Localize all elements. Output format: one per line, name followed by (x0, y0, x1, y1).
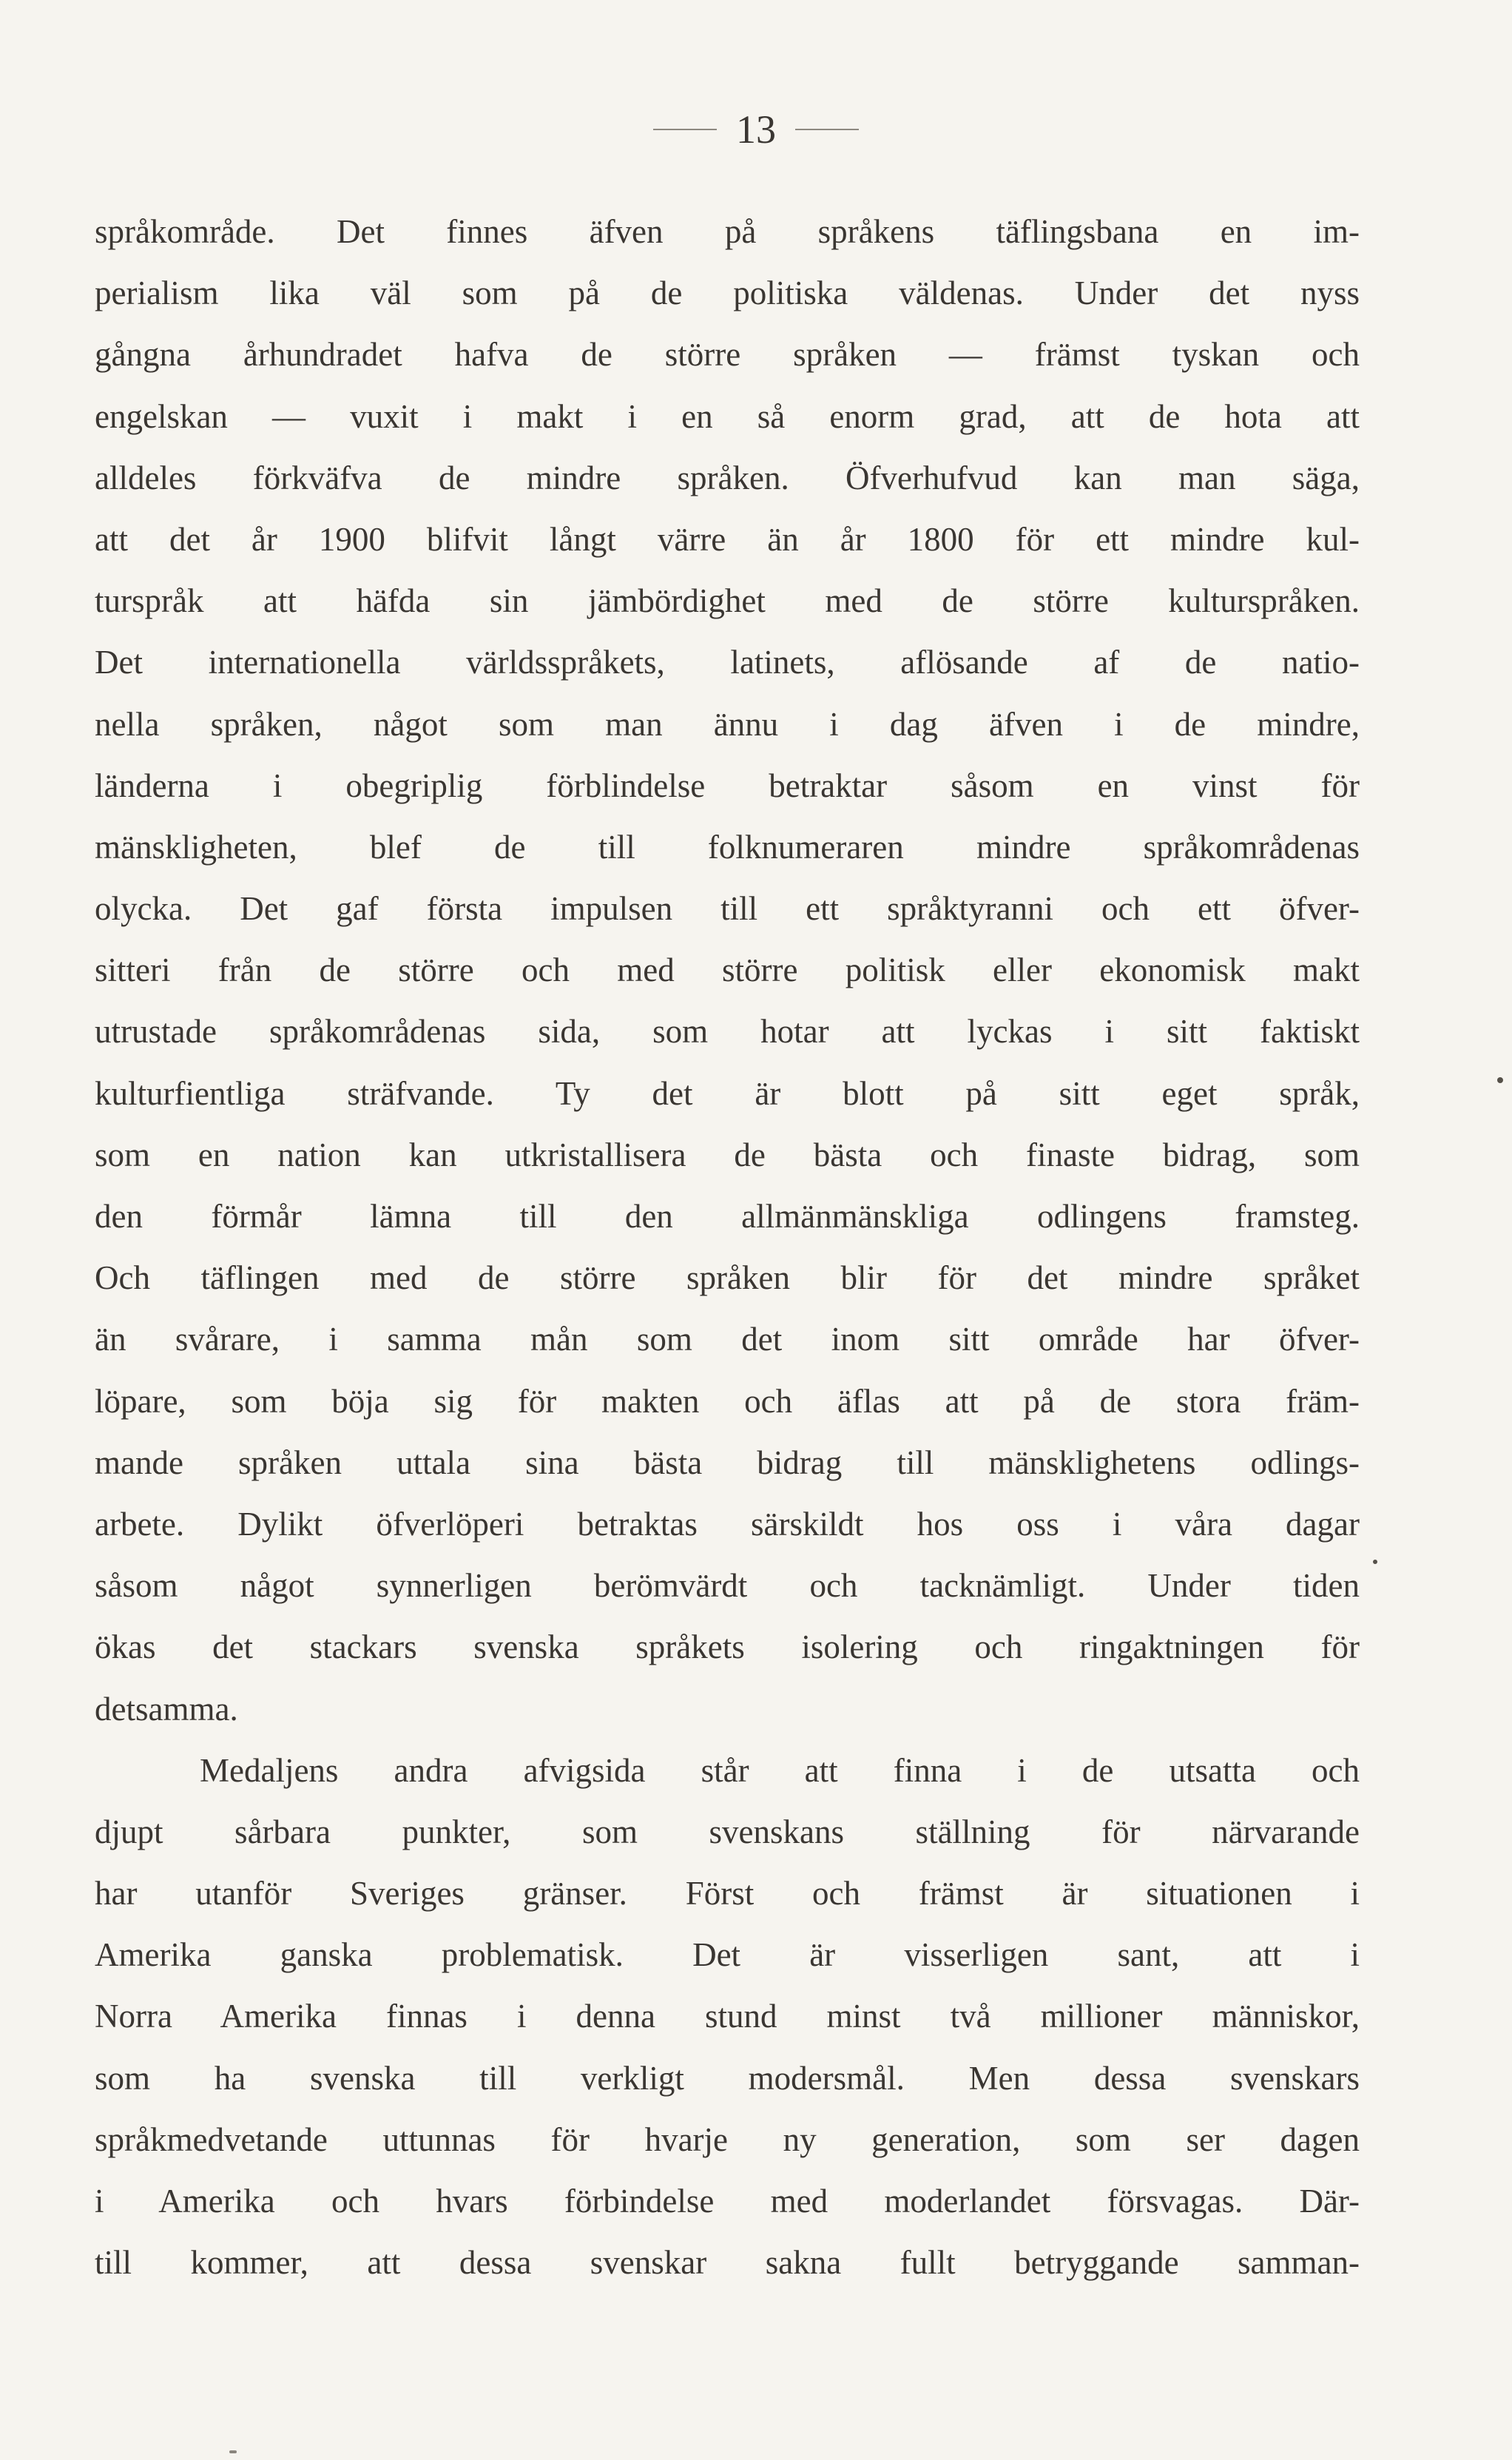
text-line: mänskligheten, blef de till folknumeraren mindre språkområdenas (95, 828, 1360, 866)
text-line: perialism lika väl som på de politiska väldenas. Under det nyss (95, 274, 1360, 312)
text-line: olycka. Det gaf första impulsen till ett språktyranni och ett öfver- (95, 890, 1360, 928)
body-text (95, 201, 1360, 2294)
margin-mark (1497, 1077, 1503, 1083)
text-line: utrustade språkområdenas sida, som hotar att lyckas i sitt faktiskt (95, 1013, 1360, 1051)
text-line: mande språken uttala sina bästa bidrag till mänsklighetens odlings- (95, 1443, 1360, 1481)
text-line: i Amerika och hvars förbindelse med moderlandet försvagas. Där- (95, 2183, 1360, 2220)
text-line: den förmår lämna till den allmänmänskliga odlingens framsteg. (95, 1198, 1360, 1235)
text-line: såsom något synnerligen berömvärdt och tacknämligt. Under tiden (95, 1567, 1360, 1605)
text-line: Amerika ganska problematisk. Det är visserligen sant, att i (95, 1936, 1360, 1974)
text-line: djupt sårbara punkter, som svenskans ställning för närvarande (95, 1813, 1360, 1850)
text-line: sitteri från de större och med större politisk eller ekonomisk makt (95, 951, 1360, 989)
text-line: ökas det stackars svenska språkets isolering och ringaktningen för (95, 1628, 1360, 1666)
text-line: länderna i obegriplig förblindelse betraktar såsom en vinst för (95, 766, 1360, 804)
text-line: turspråk att häfda sin jämbördighet med de större kulturspråken. (95, 582, 1360, 620)
text-line: som en nation kan utkristallisera de bästa och finaste bidrag, som (95, 1136, 1360, 1173)
text-line: Och täflingen med de större språken blir för det mindre språket (95, 1259, 1360, 1297)
text-line: har utanför Sveriges gränser. Först och främst är situationen i (95, 1875, 1360, 1913)
text-line: språkområde. Det finnes äfven på språkens täflingsbana en im- (95, 213, 1360, 250)
header-rule-left (653, 129, 717, 130)
paper-speck (229, 2450, 237, 2453)
header-rule-right (795, 129, 859, 130)
text-line: Norra Amerika finnas i denna stund minst två millioner människor, (95, 1998, 1360, 2035)
text-line: gångna århundradet hafva de större språken — främst tyskan och (95, 336, 1360, 374)
page-header (0, 107, 1512, 152)
text-line: kulturfientliga sträfvande. Ty det är blott på sitt eget språk, (95, 1074, 1360, 1112)
page-number: 13 (736, 107, 776, 152)
text-line: löpare, som böja sig för makten och äflas att på de stora främ- (95, 1382, 1360, 1420)
text-line: än svårare, i samma mån som det inom sitt område har öfver- (95, 1321, 1360, 1358)
text-line: som ha svenska till verkligt modersmål. Men dessa svenskars (95, 2059, 1360, 2097)
text-line: alldeles förkväfva de mindre språken. Öfverhufvud kan man säga, (95, 459, 1360, 496)
text-line: språkmedvetande uttunnas för hvarje ny generation, som ser dagen (95, 2120, 1360, 2158)
paragraph-end-line: detsamma. (95, 1690, 238, 1728)
text-line: till kommer, att dessa svenskar sakna fullt betryggande samman- (95, 2244, 1360, 2282)
text-line: arbete. Dylikt öfverlöperi betraktas särskildt hos oss i våra dagar (95, 1505, 1360, 1543)
margin-mark (1373, 1560, 1377, 1564)
text-line: engelskan — vuxit i makt i en så enorm grad, att de hota att (95, 397, 1360, 435)
text-line: att det år 1900 blifvit långt värre än år 1800 för ett mindre kul- (95, 520, 1360, 558)
text-line: nella språken, något som man ännu i dag äfven i de mindre, (95, 705, 1360, 743)
paragraph-start-line: Medaljens andra afvigsida står att finna i de utsatta och (200, 1751, 1360, 1789)
text-line: Det internationella världsspråkets, latinets, aflösande af de natio- (95, 644, 1360, 681)
